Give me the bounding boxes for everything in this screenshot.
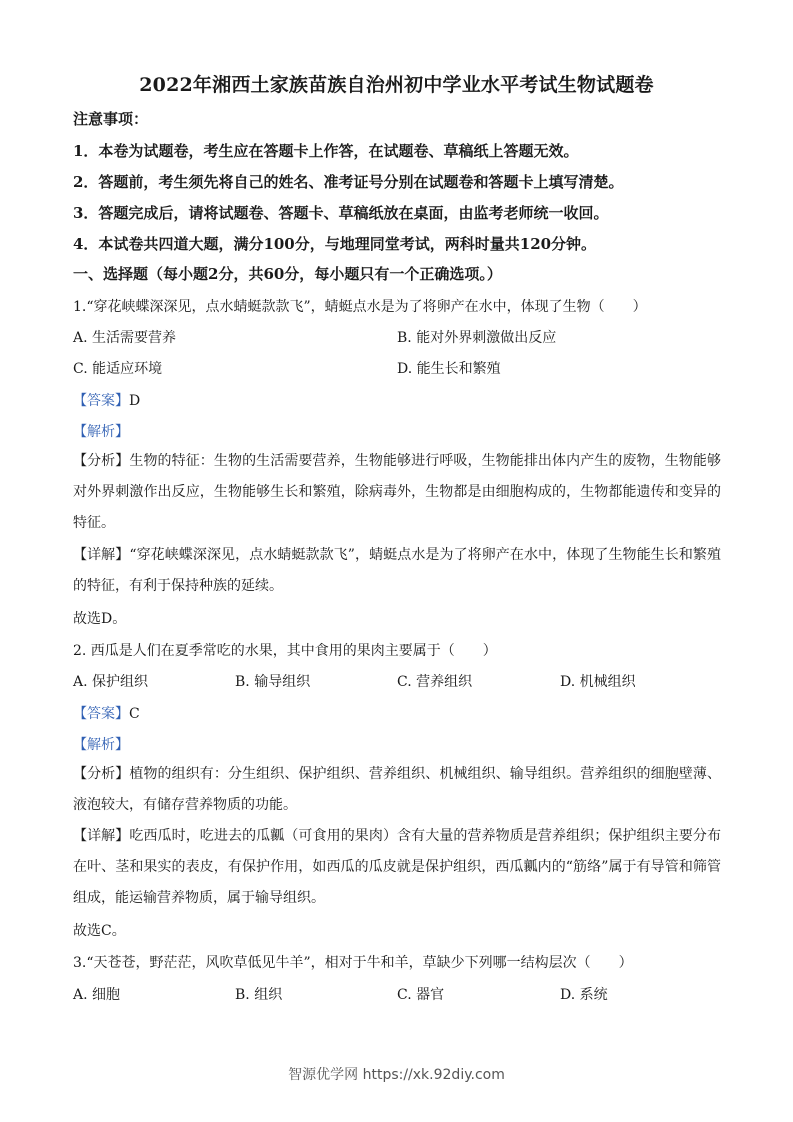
jiexi-tag: 【解析】 <box>73 737 129 753</box>
conclusion: 故选D。 <box>73 611 127 627</box>
analysis-tag <box>73 421 129 441</box>
fenxi-text: 植物的组织有：分生组织、保护组织、营养组织、机械组织、输导组织。营养组织的细胞壁薄、液泡较大，有储存营养物质的功能。 <box>73 766 722 813</box>
option-d: D. 能生长和繁殖 <box>397 361 501 377</box>
section-heading: 一、选择题（每小题2分，共60分，每小题只有一个正确选项。） <box>73 265 502 283</box>
answer-value: C <box>129 706 140 722</box>
question-stem: 1.“穿花峡蝶深深见，点水蜻蜓款款飞”，蜻蜓点水是为了将卵产在水中，体现了生物（ ） <box>73 299 647 315</box>
question-stem: 3.“天苍苍，野茫茫，风吹草低见牛羊”，相对于牛和羊，草缺少下列哪一结构层次（ ） <box>73 955 633 971</box>
option-b: B. 组织 <box>235 987 283 1003</box>
xiangjie-tag: 【详解】 <box>73 828 130 844</box>
option-a: A. 保护组织 <box>73 674 149 690</box>
jiexi-tag: 【解析】 <box>73 424 129 440</box>
option-c: C. 能适应环境 <box>73 361 163 377</box>
analysis-paragraph <box>73 446 721 539</box>
detail-paragraph <box>73 540 721 602</box>
fenxi-tag: 【分析】 <box>73 766 130 782</box>
fenxi-text: 生物的特征：生物的生活需要营养，生物能够进行呼吸，生物能排出体内产生的废物，生物能够对外界刺激作出反应，生物能够生长和繁殖，除病毒外，生物都是由细胞构成的，生物都能遗传和变异的特征。 <box>73 453 722 531</box>
notice-item: 2．答题前，考生须先将自己的姓名、准考证号分别在试题卷和答题卡上填写清楚。 <box>73 173 624 191</box>
fenxi-tag: 【分析】 <box>73 453 130 469</box>
answer-line <box>73 703 140 723</box>
notice-heading: 注意事项： <box>73 110 149 128</box>
xiangjie-text: 吃西瓜时，吃进去的瓜瓤（可食用的果肉）含有大量的营养物质是营养组织；保护组织主要分布在叶、茎和果实的表皮，有保护作用，如西瓜的瓜皮就是保护组织，西瓜瓤内的“筋络”属于有导管和筛管组成，能运输营养物质，属于输导组织。 <box>73 828 722 906</box>
footer-watermark: 智源优学网 https://xk.92diy.com <box>288 1067 505 1083</box>
xiangjie-text: “穿花峡蝶深深见，点水蜻蜓款款飞”，蜻蜓点水是为了将卵产在水中，体现了生物能生长和繁殖的特征，有利于保持种族的延续。 <box>73 547 722 594</box>
analysis-tag <box>73 734 129 754</box>
option-b: B. 能对外界刺激做出反应 <box>397 330 557 346</box>
conclusion: 故选C。 <box>73 923 126 939</box>
option-c: C. 营养组织 <box>397 674 473 690</box>
answer-line <box>73 390 140 410</box>
analysis-paragraph <box>73 759 721 821</box>
question-stem: 2. 西瓜是人们在夏季常吃的水果，其中食用的果肉主要属于（ ） <box>73 643 497 659</box>
option-c: C. 器官 <box>397 987 445 1003</box>
answer-tag: 【答案】 <box>73 706 129 722</box>
notice-item: 3．答题完成后，请将试题卷、答题卡、草稿纸放在桌面，由监考老师统一收回。 <box>73 204 609 222</box>
answer-tag: 【答案】 <box>73 393 129 409</box>
notice-item: 4．本试卷共四道大题，满分100分，与地理同堂考试，两科时量共120分钟。 <box>73 235 597 253</box>
detail-paragraph <box>73 821 721 914</box>
option-d: D. 机械组织 <box>560 674 636 690</box>
option-d: D. 系统 <box>560 987 608 1003</box>
notice-item: 1．本卷为试题卷，考生应在答题卡上作答，在试题卷、草稿纸上答题无效。 <box>73 142 579 160</box>
answer-value: D <box>129 393 141 409</box>
option-a: A. 细胞 <box>73 987 121 1003</box>
xiangjie-tag: 【详解】 <box>73 547 130 563</box>
option-a: A. 生活需要营养 <box>73 330 177 346</box>
page-title: 2022年湘西土家族苗族自治州初中学业水平考试生物试题卷 <box>139 74 654 96</box>
option-b: B. 输导组织 <box>235 674 311 690</box>
